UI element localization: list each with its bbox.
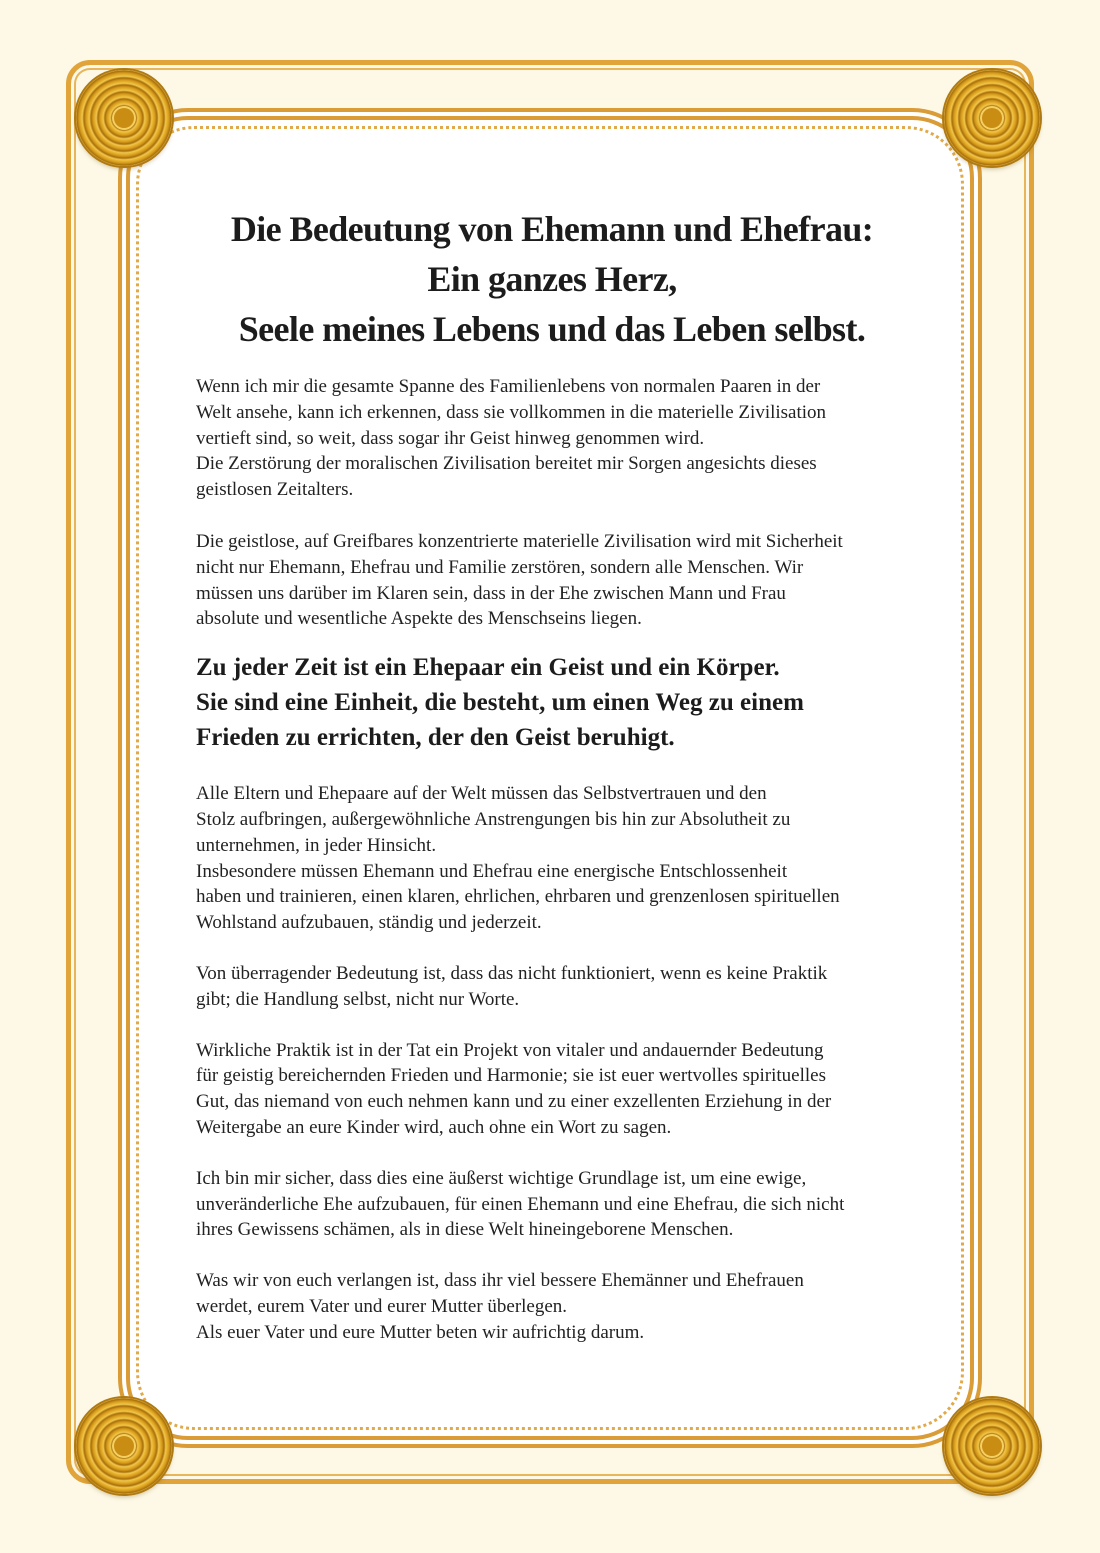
document-content [196, 204, 908, 1346]
emphasis-line: Zu jeder Zeit ist ein Ehepaar ein Geist und ein Körper. [196, 654, 780, 682]
corner-medallion-bottom-right [944, 1398, 1040, 1494]
text-line: haben und trainieren, einen klaren, ehrlichen, ehrbaren und grenzenlosen spirituellen [196, 886, 840, 908]
text-line: für geistig bereichernden Frieden und Harmonie; sie ist euer wertvolles spirituelles [196, 1065, 826, 1087]
text-line: Wenn ich mir die gesamte Spanne des Familienlebens von normalen Paaren in der [196, 376, 821, 397]
paragraph-4 [196, 961, 908, 1013]
text-line: nicht nur Ehemann, Ehefrau und Familie zerstören, sondern alle Menschen. Wir [196, 556, 804, 578]
title-line: Die Bedeutung von Ehemann und Ehefrau: [230, 209, 874, 249]
title-line: Ein ganzes Herz, [427, 259, 677, 299]
corner-medallion-top-right [944, 70, 1040, 166]
paragraph-7 [196, 1268, 908, 1345]
text-line: gibt; die Handlung selbst, nicht nur Worte. [196, 988, 520, 1010]
text-line: Wirkliche Praktik ist in der Tat ein Projekt von vitaler und andauernder Bedeutung [196, 1039, 824, 1061]
emphasis-line: Frieden zu errichten, der den Geist beruhigt. [196, 724, 675, 752]
paragraph-2 [196, 529, 908, 632]
text-line: müssen uns darüber im Klaren sein, dass in der Ehe zwischen Mann und Frau [196, 582, 786, 604]
text-line: Weitergabe an eure Kinder wird, auch ohne ein Wort zu sagen. [196, 1116, 672, 1138]
emphasis-statement [196, 650, 908, 755]
text-line: Wohlstand aufzubauen, ständig und jederzeit. [196, 912, 542, 934]
text-line: werdet, eurem Vater und eurer Mutter überlegen. [196, 1295, 568, 1317]
text-line: Ich bin mir sicher, dass dies eine äußerst wichtige Grundlage ist, um eine ewige, [196, 1167, 807, 1189]
text-line: ihres Gewissens schämen, als in diese Welt hineingeborene Menschen. [196, 1219, 734, 1241]
title-line: Seele meines Lebens und das Leben selbst. [238, 309, 866, 349]
text-line: Was wir von euch verlangen ist, dass ihr viel bessere Ehemänner und Ehefrauen [196, 1270, 804, 1292]
text-line: Gut, das niemand von euch nehmen kann und zu einer exzellenten Erziehung in der [196, 1091, 832, 1113]
text-line: unveränderliche Ehe aufzubauen, für einen Ehemann und eine Ehefrau, die sich nicht [196, 1193, 845, 1215]
corner-medallion-bottom-left [76, 1398, 172, 1494]
text-line: Die geistlose, auf Greifbares konzentrierte materielle Zivilisation wird mit Sicherheit [196, 530, 843, 552]
paragraph-1 [196, 374, 908, 503]
paragraph-6 [196, 1166, 908, 1243]
text-line: absolute und wesentliche Aspekte des Menschseins liegen. [196, 608, 642, 630]
text-line: Von überragender Bedeutung ist, dass das nicht funktioniert, wenn es keine Praktik [196, 962, 828, 984]
text-line: Stolz aufbringen, außergewöhnliche Anstrengungen bis hin zur Absolutheit zu [196, 808, 791, 830]
text-line: Alle Eltern und Ehepaare auf der Welt müssen das Selbstvertrauen und den [196, 783, 767, 805]
document-title [196, 204, 908, 354]
text-line: Als euer Vater und eure Mutter beten wir aufrichtig darum. [196, 1321, 645, 1343]
text-line: unternehmen, in jeder Hinsicht. [196, 834, 437, 856]
corner-medallion-top-left [76, 70, 172, 166]
text-line: Insbesondere müssen Ehemann und Ehefrau eine energische Entschlossenheit [196, 860, 788, 882]
text-line: vertieft sind, so weit, dass sogar ihr Geist hinweg genommen wird. [196, 427, 705, 449]
paragraph-5 [196, 1038, 908, 1141]
text-line: Die Zerstörung der moralischen Zivilisation bereitet mir Sorgen angesichts dieses [196, 453, 817, 475]
paragraph-3 [196, 781, 908, 936]
text-line: Welt ansehe, kann ich erkennen, dass sie vollkommen in die materielle Zivilisation [196, 401, 827, 423]
text-line: geistlosen Zeitalters. [196, 479, 354, 501]
emphasis-line: Sie sind eine Einheit, die besteht, um einen Weg zu einem [196, 689, 804, 717]
